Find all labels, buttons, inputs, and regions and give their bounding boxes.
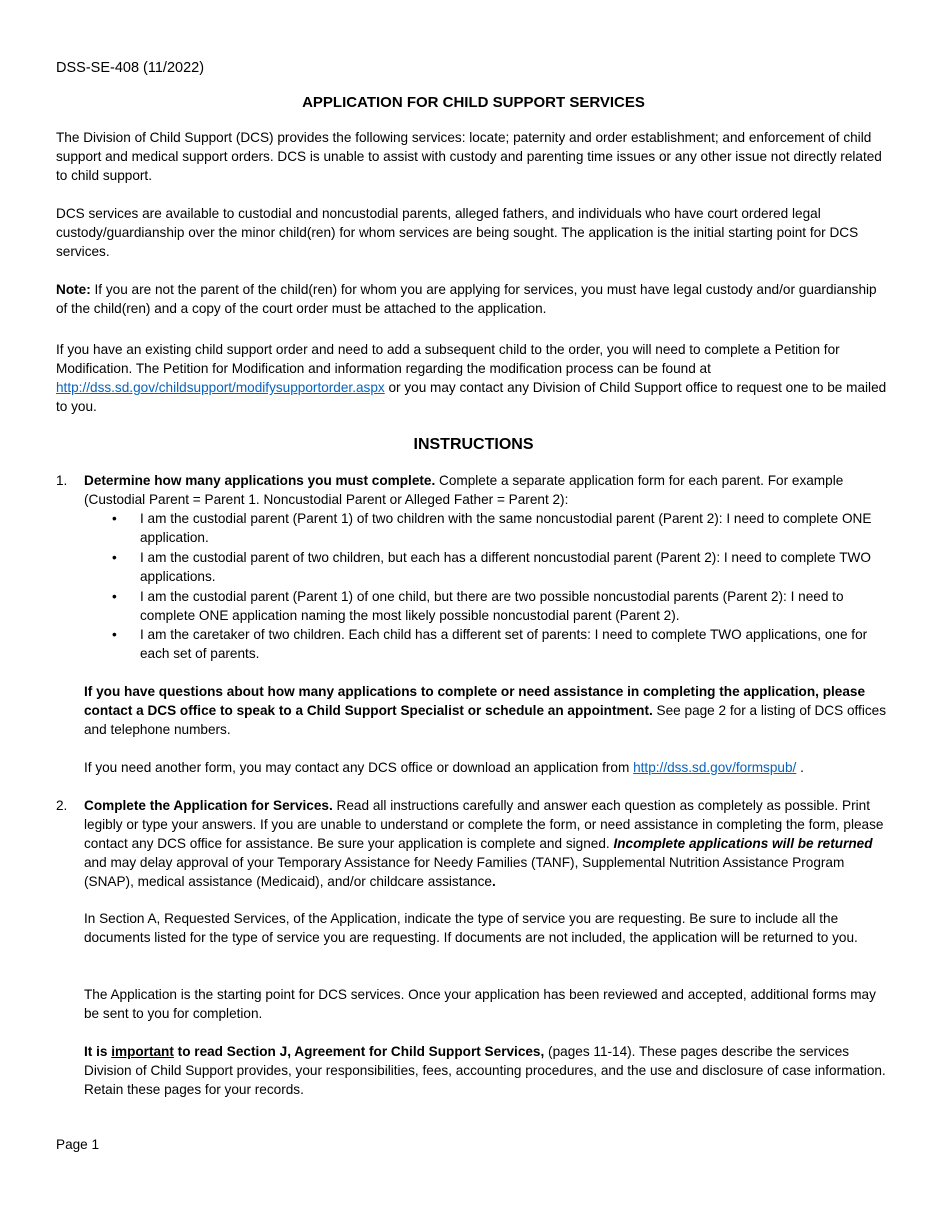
bullet-icon: •	[112, 511, 117, 526]
bullet-item-2: I am the custodial parent of two children, but each has a different noncustodial parent (Parent 2): I need to complete TWO applications.	[140, 550, 871, 584]
important-text: (pages 11-14). These pages describe the services Division of Child Support provides, your responsibilities, fees, accounting procedures, and the use and disclosure of case information. Retain these pages for your records.	[84, 1044, 886, 1097]
bullet-item-1: I am the custodial parent (Parent 1) of two children with the same noncustodial parent (Parent 2): I need to complete ONE application.	[140, 511, 872, 545]
questions-paragraph	[84, 682, 891, 739]
instructions-heading: INSTRUCTIONS	[413, 436, 534, 453]
questions-bold: If you have questions about how many applications to complete or need assistance in completing the application, please contact a DCS office to speak to a Child Support Specialist or schedule an appointment.	[84, 684, 866, 718]
modification-link[interactable]: http://dss.sd.gov/childsupport/modifysupportorder.aspx	[56, 380, 385, 395]
questions-text: See page 2 for a listing of DCS offices and telephone numbers.	[84, 703, 887, 737]
section-a-paragraph: In Section A, Requested Services, of the Application, indicate the type of service you are requesting. Be sure to include all the documents listed for the type of service you are requesting. If documents are not included, the application will be returned to you.	[84, 911, 858, 945]
modification-text: If you have an existing child support order and need to add a subsequent child to the order, you will need to complete a Petition for Modification. The Petition for Modification and information regarding the modification process can be found at	[56, 342, 840, 376]
item-1-heading: Determine how many applications you must complete.	[84, 473, 436, 488]
incomplete-warning: Incomplete applications will be returned	[613, 836, 873, 851]
item-2-tail: and may delay approval of your Temporary Assistance for Needy Families (TANF), Supplemental Nutrition Assistance Program (SNAP), medical assistance (Medicaid), and/or childcare assistance	[84, 855, 845, 889]
note-label: Note:	[56, 282, 91, 297]
starting-point-paragraph: The Application is the starting point for DCS services. Once your application has been reviewed and accepted, additional forms may be sent to you for completion.	[84, 987, 876, 1021]
modification-tail: or you may contact any Division of Child Support office to request one to be mailed to you.	[56, 380, 887, 414]
item-2-period: .	[491, 874, 496, 889]
page-title: APPLICATION FOR CHILD SUPPORT SERVICES	[302, 94, 645, 111]
modification-paragraph	[56, 340, 891, 416]
intro-paragraph-services: The Division of Child Support (DCS) provides the following services: locate; paternity and order establishment; and enforcement of child support and medical support orders. DCS is unable to assist with custody and parenting time issues or any other issue not directly related to child support.	[56, 130, 882, 183]
another-form-tail: .	[796, 760, 804, 775]
bullet-item-3: I am the custodial parent (Parent 1) of one child, but there are two possible noncustodial parents (Parent 2): I need to complete ONE application naming the most likely possible noncustodial parent (Parent 2).	[140, 589, 844, 623]
another-form-text: If you need another form, you may contact any DCS office or download an application from	[84, 760, 634, 775]
note-text: If you are not the parent of the child(ren) for whom you are applying for services, you must have legal custody and/or guardianship of the child(ren) and a copy of the court order must be attached to the application.	[56, 282, 877, 316]
bullet-item-4: I am the caretaker of two children. Each child has a different set of parents: I need to complete TWO applications, one for each set of parents.	[140, 627, 868, 661]
bullet-icon: •	[112, 550, 117, 565]
important-pre: It is	[84, 1044, 112, 1059]
intro-paragraph-eligibility: DCS services are available to custodial and noncustodial parents, alleged fathers, and individuals who have court ordered legal custody/guardianship over the minor child(ren) for whom services are being sought. The application is the initial starting point for DCS services.	[56, 206, 859, 259]
item-2-body: Read all instructions carefully and answer each question as completely as possible. Print legibly or type your answers. If you are unable to understand or complete the form, or need assistance in completing the form, please contact any DCS office for assistance. Be sure your application is complete and signed.	[84, 798, 884, 851]
forms-link[interactable]: http://dss.sd.gov/formspub/	[633, 760, 797, 775]
important-post: to read Section J, Agreement for Child Support Services,	[173, 1044, 545, 1059]
bullet-icon: •	[112, 589, 117, 604]
important-paragraph	[84, 1042, 891, 1099]
form-id: DSS-SE-408 (11/2022)	[56, 60, 205, 76]
item-1-text	[84, 471, 891, 509]
page-number: Page 1	[56, 1137, 100, 1152]
item-1-number: 1.	[56, 473, 68, 488]
item-2-heading: Complete the Application for Services.	[84, 798, 333, 813]
item-2-text	[84, 796, 891, 891]
note-paragraph	[56, 280, 891, 318]
important-word: important	[111, 1044, 174, 1059]
item-2-number: 2.	[56, 798, 68, 813]
another-form-paragraph	[84, 758, 891, 777]
bullet-icon: •	[112, 627, 117, 642]
item-1-body: Complete a separate application form for each parent. For example (Custodial Parent = Parent 1. Noncustodial Parent or Alleged Father = Parent 2):	[84, 473, 844, 507]
